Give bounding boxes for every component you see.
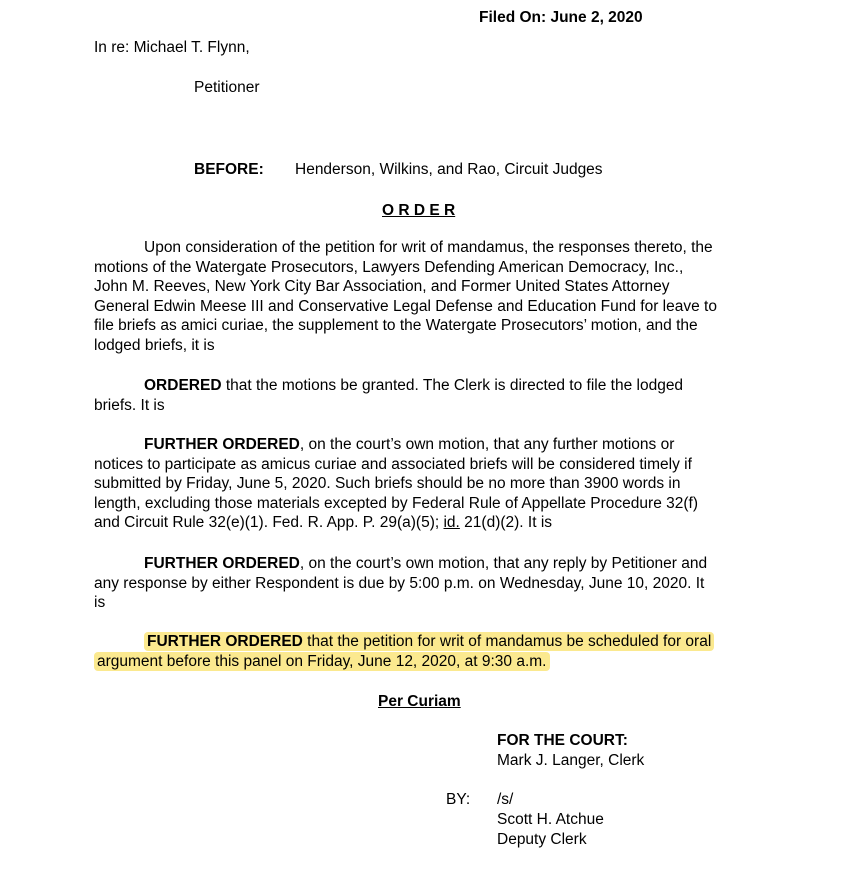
further-ordered-heading: FURTHER ORDERED bbox=[144, 555, 300, 572]
paragraph-line bbox=[94, 652, 746, 672]
per-curiam: Per Curiam bbox=[378, 693, 461, 710]
for-the-court: FOR THE COURT: bbox=[497, 732, 628, 749]
paragraph-text: that the petition for writ of mandamus be scheduled for oral bbox=[302, 633, 712, 650]
paragraph-line: motions of the Watergate Prosecutors, Lawyers Defending American Democracy, Inc., bbox=[94, 258, 684, 276]
paragraph-line: briefs. It is bbox=[94, 396, 165, 414]
paragraph-line bbox=[94, 435, 746, 455]
highlight-mark: argument before this panel on Friday, June 12, 2020, at 9:30 a.m. bbox=[94, 652, 550, 671]
by-label: BY: bbox=[446, 791, 471, 808]
paragraph-text: , on the court’s own motion, that any reply by Petitioner and bbox=[299, 555, 708, 572]
paragraph-line: file briefs as amici curiae, the supplement to the Watergate Prosecutors’ motion, and the bbox=[94, 317, 698, 335]
paragraph-line: any response by either Respondent is due by 5:00 p.m. on Wednesday, June 10, 2020. It bbox=[94, 574, 705, 592]
paragraph-line bbox=[94, 554, 746, 574]
paragraph-line: is bbox=[94, 594, 106, 612]
paragraph-further-ordered-reply bbox=[94, 554, 746, 613]
paragraph-line: Upon consideration of the petition for writ of mandamus, the responses thereto, the bbox=[144, 239, 713, 256]
order-title: O R D E R bbox=[382, 202, 456, 219]
further-ordered-heading: FURTHER ORDERED bbox=[144, 436, 300, 453]
paragraph-ordered bbox=[94, 376, 746, 415]
case-caption: In re: Michael T. Flynn, bbox=[94, 39, 250, 56]
paragraph-further-ordered-amicus bbox=[94, 435, 746, 533]
paragraph-line: length, excluding those materials excepted by Federal Rule of Appellate Procedure 32(f) bbox=[94, 494, 698, 512]
paragraph-oral-argument-highlighted bbox=[94, 632, 746, 671]
deputy-clerk-title: Deputy Clerk bbox=[497, 831, 587, 848]
petitioner-label: Petitioner bbox=[194, 79, 260, 96]
filed-on-date: Filed On: June 2, 2020 bbox=[479, 9, 643, 26]
further-ordered-heading: FURTHER ORDERED bbox=[147, 633, 303, 650]
paragraph-text: that the motions be granted. The Clerk is directed to file the lodged bbox=[221, 377, 684, 394]
before-label: BEFORE: bbox=[194, 161, 264, 178]
judges-list: Henderson, Wilkins, and Rao, Circuit Judges bbox=[295, 161, 603, 178]
paragraph-line: lodged briefs, it is bbox=[94, 336, 215, 354]
paragraph-line bbox=[94, 513, 746, 533]
id-citation: id. bbox=[443, 514, 460, 532]
clerk-name: Mark J. Langer, Clerk bbox=[497, 752, 645, 769]
paragraph-line bbox=[94, 632, 746, 652]
paragraph-consideration bbox=[94, 238, 746, 356]
ordered-heading: ORDERED bbox=[144, 377, 222, 394]
paragraph-text: 21(d)(2). It is bbox=[459, 514, 553, 532]
paragraph-line: John M. Reeves, New York City Bar Association, and Former United States Attorney bbox=[94, 278, 670, 296]
paragraph-line: submitted by Friday, June 5, 2020. Such briefs should be no more than 3900 words in bbox=[94, 475, 681, 493]
signature-mark: /s/ bbox=[497, 791, 514, 808]
paragraph-line bbox=[94, 376, 746, 396]
paragraph-text: and Circuit Rule 32(e)(1). Fed. R. App. P. 29(a)(5); bbox=[94, 514, 444, 532]
paragraph-line: notices to participate as amicus curiae and associated briefs will be considered timely if bbox=[94, 455, 692, 473]
paragraph-text: , on the court’s own motion, that any further motions or bbox=[299, 436, 675, 453]
highlight-mark bbox=[144, 632, 714, 651]
paragraph-line: General Edwin Meese III and Conservative Legal Defense and Education Fund for leave to bbox=[94, 297, 717, 315]
deputy-clerk-name: Scott H. Atchue bbox=[497, 811, 604, 828]
